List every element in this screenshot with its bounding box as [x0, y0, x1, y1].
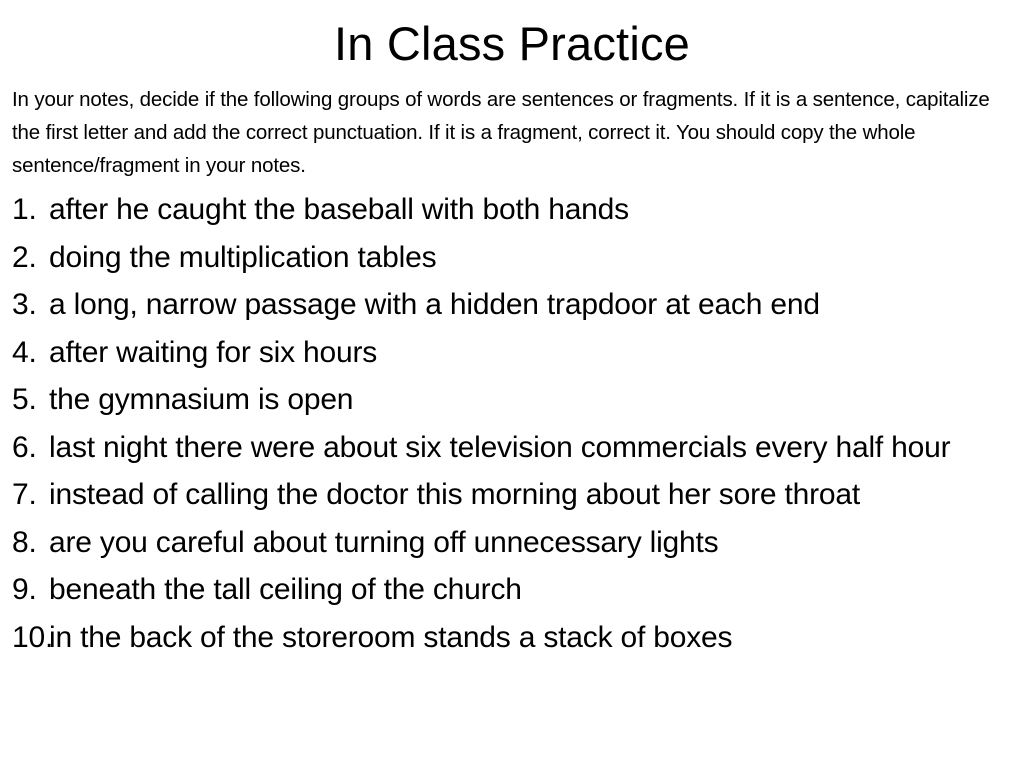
item-number: 5. [12, 383, 37, 416]
item-text: beneath the tall ceiling of the church [49, 573, 522, 606]
exercise-item [0, 471, 1024, 519]
item-number: 10. [12, 620, 54, 654]
exercise-item [0, 329, 1024, 377]
exercise-item [0, 186, 1024, 234]
item-text: after he caught the baseball with both hands [49, 193, 629, 226]
item-text: in the back of the storeroom stands a stack of boxes [49, 620, 733, 654]
slide-title: In Class Practice [333, 17, 690, 70]
item-text: a long, narrow passage with a hidden trapdoor at each end [49, 288, 820, 321]
item-text: the gymnasium is open [49, 383, 354, 416]
exercise-list [0, 186, 1024, 661]
exercise-item [0, 519, 1024, 567]
item-text: instead of calling the doctor this morning about her sore throat [49, 478, 861, 511]
exercise-item [0, 424, 1024, 472]
item-text: after waiting for six hours [49, 335, 378, 369]
exercise-item [0, 234, 1024, 282]
exercise-item [0, 614, 1024, 662]
instructions-text: In your notes, decide if the following groups of words are sentences or fragments. If it is a sentence, capitalize the first letter and add the correct punctuation. If it is a fragment, correct it. You should copy the whole sentence/fragment in your notes. [12, 88, 990, 177]
item-text: doing the multiplication tables [49, 240, 437, 274]
item-number: 8. [12, 525, 37, 559]
item-number: 3. [12, 288, 37, 321]
item-number: 7. [12, 478, 37, 511]
item-number: 6. [12, 430, 37, 464]
item-text: last night there were about six television commercials every half hour [49, 430, 951, 464]
exercise-item [0, 566, 1024, 614]
item-number: 2. [12, 240, 37, 274]
item-number: 1. [12, 193, 37, 226]
item-number: 4. [12, 335, 37, 369]
item-number: 9. [12, 573, 37, 606]
exercise-item [0, 376, 1024, 424]
exercise-item [0, 281, 1024, 329]
item-text: are you careful about turning off unnecessary lights [49, 525, 719, 559]
